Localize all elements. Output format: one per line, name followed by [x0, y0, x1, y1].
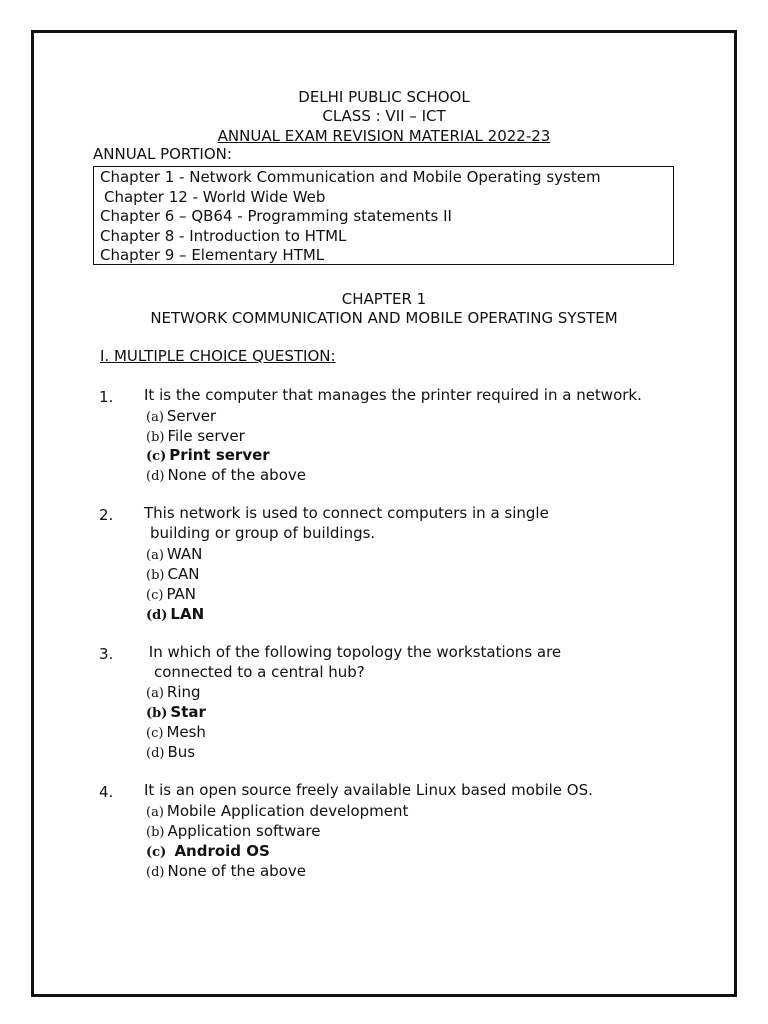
option-text: Android OS: [169, 842, 270, 860]
question-number: 4.: [99, 783, 114, 801]
school-name: DELHI PUBLIC SCHOOL: [298, 88, 470, 106]
option-text: Mesh: [166, 723, 206, 741]
option-letter: (a): [146, 548, 164, 563]
portion-chapter: Chapter 8 - Introduction to HTML: [100, 226, 347, 245]
option-letter: (d): [146, 469, 165, 484]
section-title: I. MULTIPLE CHOICE QUESTION:: [100, 347, 336, 365]
option-text: CAN: [167, 565, 200, 583]
option-letter: (a): [146, 686, 164, 701]
option-letter: (c): [146, 726, 164, 741]
question-number: 3.: [99, 645, 114, 663]
option-item-correct: [146, 842, 270, 862]
option-text: Print server: [169, 446, 270, 464]
option-text: WAN: [166, 545, 203, 563]
option-text: Application software: [167, 822, 321, 840]
portion-chapter: Chapter 1 - Network Communication and Mobile Operating system: [100, 168, 601, 186]
option-letter: (c): [146, 588, 164, 603]
material-title-wrap: [0, 127, 768, 145]
portion-chapter: Chapter 12 - World Wide Web: [104, 187, 326, 206]
option-text: Star: [170, 703, 206, 721]
question-text: [144, 781, 593, 801]
option-item-correct: [146, 446, 270, 466]
option-item: [146, 802, 408, 822]
material-title: ANNUAL EXAM REVISION MATERIAL 2022-23: [217, 127, 551, 145]
question-number: 1.: [99, 388, 114, 406]
option-text: None of the above: [167, 862, 306, 880]
option-item: [146, 585, 196, 605]
question-line: connected to a central hub?: [154, 662, 365, 681]
annual-portion-label: ANNUAL PORTION:: [93, 145, 232, 163]
question-line: building or group of buildings.: [150, 523, 376, 542]
option-letter: (c): [146, 845, 167, 860]
option-text: Bus: [167, 743, 196, 761]
question-line: It is the computer that manages the printer required in a network.: [144, 386, 642, 404]
question-line: In which of the following topology the workstations are: [144, 643, 562, 661]
option-letter: (d): [146, 746, 165, 761]
question-line: This network is used to connect computers in a single: [144, 504, 549, 522]
option-letter: (d): [146, 608, 168, 623]
question-text: [144, 643, 561, 682]
option-item: [146, 822, 320, 842]
option-text: Mobile Application development: [166, 802, 409, 820]
option-letter: (b): [146, 430, 165, 445]
portion-box: [93, 166, 674, 265]
option-letter: (d): [146, 865, 165, 880]
option-item: [146, 545, 202, 565]
class-line: CLASS : VII – ICT: [322, 107, 446, 125]
option-letter: (c): [146, 449, 167, 464]
option-item: [146, 407, 216, 427]
option-text: Ring: [166, 683, 201, 701]
question-text: [144, 504, 549, 543]
option-item: [146, 683, 201, 703]
option-text: LAN: [170, 605, 205, 623]
option-text: File server: [167, 427, 245, 445]
portion-chapter: Chapter 9 – Elementary HTML: [100, 246, 325, 264]
option-item: [146, 565, 199, 585]
option-letter: (a): [146, 410, 164, 425]
option-item-correct: [146, 703, 206, 723]
option-text: PAN: [166, 585, 197, 603]
option-letter: (b): [146, 568, 165, 583]
option-item: [146, 723, 206, 743]
option-letter: (b): [146, 825, 165, 840]
option-text: None of the above: [167, 466, 306, 484]
option-text: Server: [166, 407, 217, 425]
question-text: [144, 386, 642, 406]
option-item: [146, 466, 306, 486]
question-line: It is an open source freely available Linux based mobile OS.: [144, 781, 593, 799]
portion-chapter: Chapter 6 – QB64 - Programming statements II: [100, 207, 452, 225]
option-item: [146, 427, 245, 447]
option-item-correct: [146, 605, 204, 625]
chapter-number: CHAPTER 1: [341, 290, 427, 308]
option-item: [146, 862, 306, 882]
question-number: 2.: [99, 506, 114, 524]
chapter-title: NETWORK COMMUNICATION AND MOBILE OPERATING SYSTEM: [150, 309, 618, 327]
option-item: [146, 743, 195, 763]
option-letter: (a): [146, 805, 164, 820]
option-letter: (b): [146, 706, 168, 721]
